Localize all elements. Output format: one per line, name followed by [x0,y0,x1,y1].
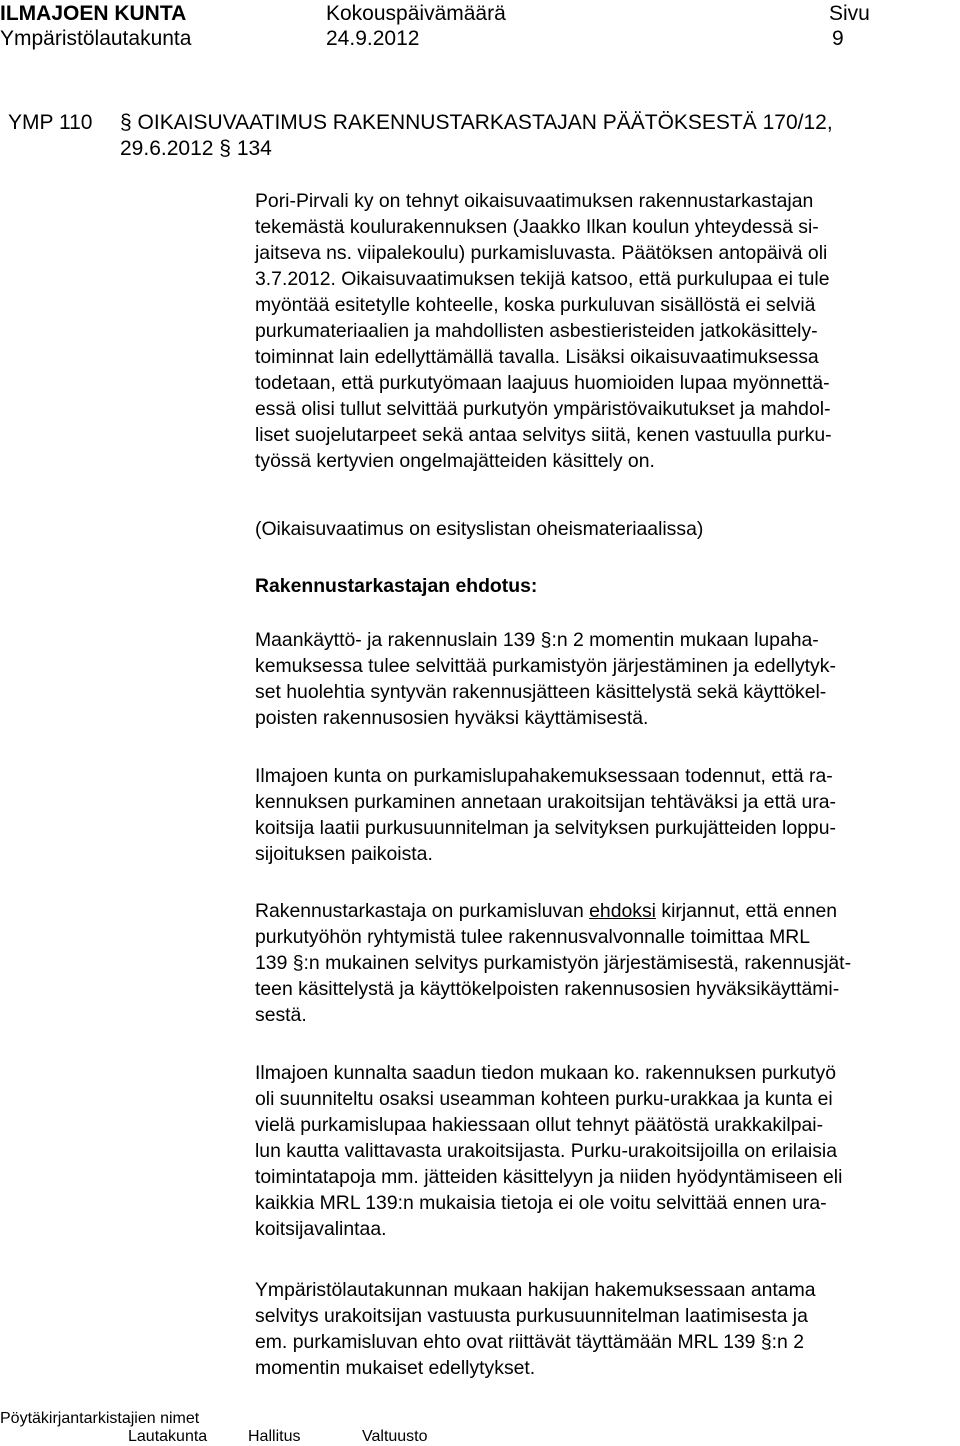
text-line: poisten rakennusosien hyväksi käyttämisestä. [255,707,649,729]
section-sign-icon: § [292,952,304,974]
text-line: 3.7.2012. Oikaisuvaatimuksen tekijä katsoo, että purkulupaa ei tule [255,268,830,290]
text-line: essä olisi tullut selvittää purkutyön ympäristövaikutukset ja mahdol- [255,398,831,420]
text-line: selvitys urakoitsijan vastuusta purkusuunnitelman laatimisesta ja [255,1305,808,1327]
paragraph-law-reference [255,627,950,731]
text-line: sestä. [255,1004,307,1026]
text-line: Ilmajoen kunnalta saadun tiedon mukaan ko. rakennuksen purkutyö [255,1062,837,1084]
section-title-ref: 134 [236,137,272,160]
text-line: toiminnat lain edellyttämällä tavalla. Lisäksi oikaisuvaatimuksessa [255,346,819,368]
section-title-date: 29.6.2012 [120,137,214,160]
text-line [255,898,950,924]
text-line: Ympäristölautakunnan mukaan hakijan hakemuksessaan antama [255,1279,816,1301]
section-sign-icon: § [120,111,132,134]
page-label: Sivu [829,2,870,25]
text-line: kemuksessa tulee selvittää purkamistyön järjestäminen ja edellytyk- [255,655,836,677]
text-line: liset suojelutarpeet sekä antaa selvitys siitä, kenen vastuulla purku- [255,424,832,446]
paragraph-appeal [255,188,950,474]
text-line: vielä purkamislupaa hakiessaan ollut tehnyt päätöstä urakkakilpai- [255,1114,824,1136]
text-fragment: Rakennustarkastaja on purkamisluvan [255,900,590,922]
text-line: Ilmajoen kunta on purkamislupahakemuksessaan todennut, että ra- [255,765,833,787]
paragraph-municipality-statement [255,763,950,867]
text-line: kennuksen purkaminen annetaan urakoitsijan tehtäväksi ja että ura- [255,791,836,813]
text-line: jaitseva ns. viipalekoulu) purkamisluvasta. Päätöksen antopäivä oli [255,242,828,264]
text-fragment: :n mukainen selvitys purkamistyön järjestämisestä, rakennusjät- [303,952,852,974]
text-line: todetaan, että purkutyömaan laajuus huomioiden lupaa myönnettä- [255,372,830,394]
organization-name: ILMAJOEN KUNTA [0,2,187,25]
text-fragment: kirjannut, että ennen [655,900,838,922]
text-fragment: Maankäyttö- ja rakennuslain 139 [255,629,536,651]
text-line: lun kautta valittavasta urakoitsijasta. Purku-urakoitsijoilla on erilaisia [255,1140,837,1162]
paragraph-municipality-info [255,1060,950,1242]
text-line: purkumateriaalien ja mahdollisten asbestieristeiden jatkokäsittely- [255,320,818,342]
text-line: momentin mukaiset edellytykset. [255,1357,536,1379]
section-sign-icon: § [540,629,552,651]
text-line: koitsijavalintaa. [255,1218,387,1240]
proposal-heading: Rakennustarkastajan ehdotus: [255,575,538,597]
section-sign-icon: § [760,1331,772,1353]
text-line: teen käsittelystä ja käyttökelpoisten rakennusosien hyväksikäyttämi- [255,978,840,1000]
section-title-line2 [120,136,272,162]
text-line: oli suunniteltu osaksi useamman kohteen purku-urakkaa ja kunta ei [255,1088,833,1110]
paragraph-board-conclusion [255,1277,950,1381]
text-line: sijoituksen paikoista. [255,843,433,865]
text-line [255,950,950,976]
footer-government: Hallitus [248,1428,301,1445]
page-number: 9 [832,27,844,50]
text-line: koitsija laatii purkusuunnitelman ja selvityksen purkujätteiden loppu- [255,817,836,839]
paragraph-permit-condition [255,898,950,1028]
text-fragment: :n 2 [771,1331,804,1353]
underlined-term: ehdoksi [589,900,656,922]
text-line: Pori-Pirvali ky on tehnyt oikaisuvaatimuksen rakennustarkastajan [255,190,814,212]
text-line: työssä kertyvien ongelmajätteiden käsittely on. [255,450,655,472]
section-title-line1: OIKAISUVAATIMUS RAKENNUSTARKASTAJAN PÄÄTÖKSESTÄ 170/12, [137,111,833,134]
meeting-date-label: Kokouspäivämäärä [326,2,506,25]
text-line [255,627,950,653]
signers-label: Pöytäkirjantarkistajien nimet [0,1410,200,1427]
text-line: set huolehtia syntyvän rakennusjätteen käsittelystä sekä käyttökel- [255,681,827,703]
text-line: purkutyöhön ryhtymistä tulee rakennusvalvonnalle toimittaa MRL [255,926,811,948]
text-line: myöntää esitetylle kohteelle, koska purkuluvan sisällöstä ei selviä [255,294,816,316]
text-line: kaikkia MRL 139:n mukaisia tietoja ei ole voitu selvittää ennen ura- [255,1192,827,1214]
text-fragment: :n 2 momentin mukaan lupaha- [551,629,819,651]
text-line: toimintatapoja mm. jätteiden käsittelyyn ja niiden hyödyntämiseen eli [255,1166,843,1188]
section-number: YMP 110 [8,111,93,134]
section-sign-icon: § [219,137,231,160]
paragraph-attachment-note [255,516,950,542]
footer-board: Lautakunta [128,1428,208,1445]
section-title [120,110,833,136]
meeting-date: 24.9.2012 [326,27,420,50]
text-line: (Oikaisuvaatimus on esityslistan oheismateriaalissa) [255,518,704,540]
board-name: Ympäristölautakunta [0,27,192,50]
footer-council: Valtuusto [362,1428,428,1445]
text-line: tekemästä koulurakennuksen (Jaakko Ilkan koulun yhteydessä si- [255,216,819,238]
text-line [255,1329,950,1355]
text-fragment: 139 [255,952,288,974]
text-fragment: em. purkamisluvan ehto ovat riittävät täyttämään MRL 139 [255,1331,756,1353]
